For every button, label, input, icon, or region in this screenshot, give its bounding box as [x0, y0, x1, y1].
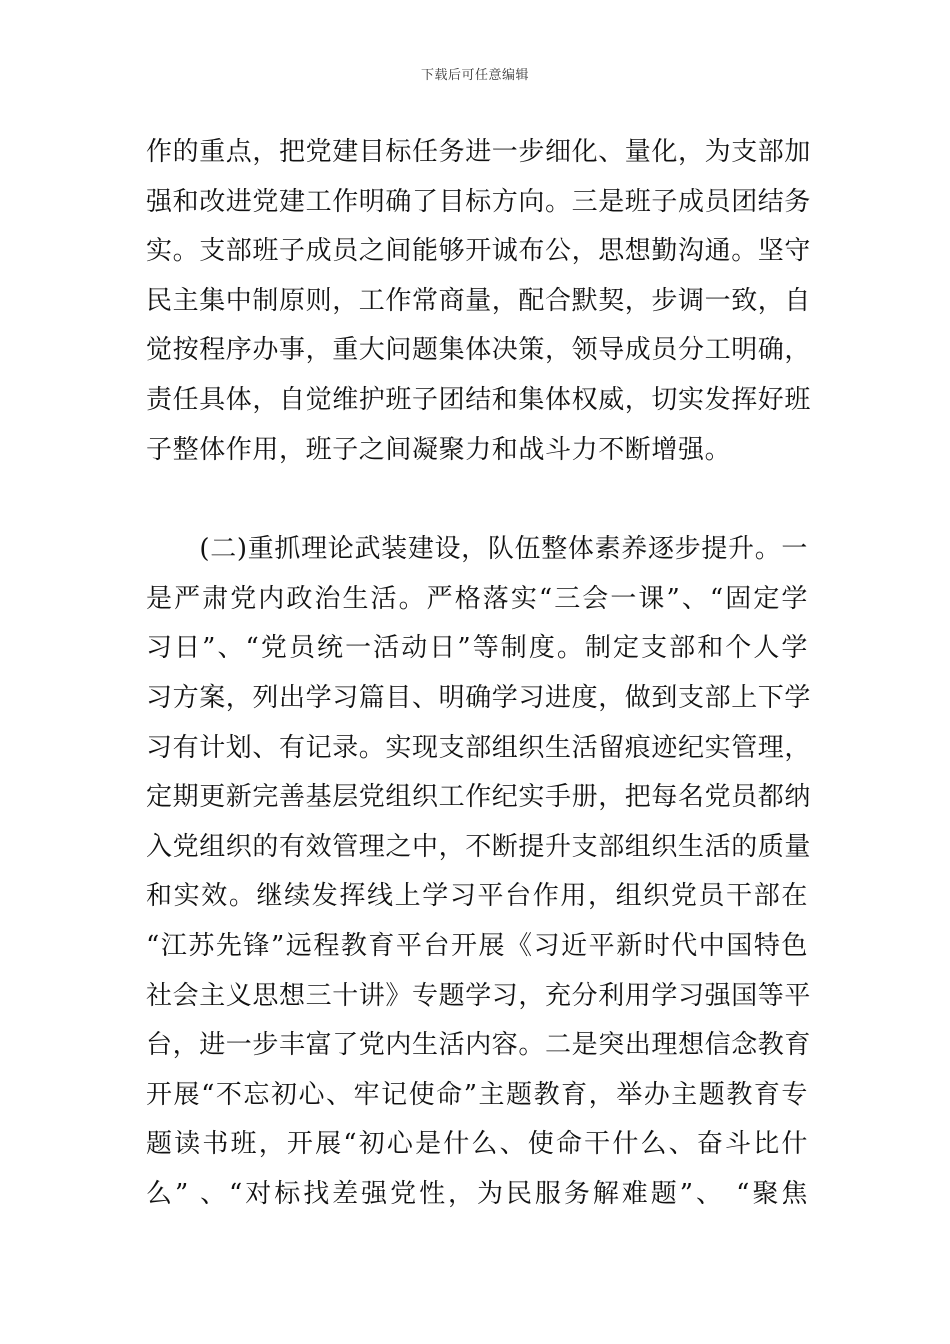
text-line: 是严肃党内政治生活。严格落实“三会一课”、“固定学 — [146, 583, 808, 614]
text-line: 定期更新完善基层党组织工作纪实手册，把每名党员都纳 — [146, 782, 812, 813]
text-line: 强和改进党建工作明确了目标方向。三是班子成员团结务 — [146, 186, 812, 217]
text-line: 习有计划、有记录。实现支部组织生活留痕迹纪实管理， — [146, 732, 812, 763]
paragraph-2 — [146, 525, 812, 1219]
text-line: 习方案，列出学习篇目、明确学习进度，做到支部上下学 — [146, 682, 812, 713]
paragraph-spacer — [146, 475, 808, 525]
text-line: “江苏先锋”远程教育平台开展《习近平新时代中国特色 — [146, 930, 808, 961]
paragraph-1 — [146, 128, 812, 475]
text-line: 么” 、“对标找差强党性，为民服务解难题”、 “聚焦 — [146, 1178, 808, 1209]
text-line: 觉按程序办事，重大问题集体决策，领导成员分工明确， — [146, 335, 812, 366]
document-body — [146, 128, 812, 1219]
text-line: 台，进一步丰富了党内生活内容。二是突出理想信念教育 — [146, 1030, 812, 1061]
text-line: 习日”、“党员统一活动日”等制度。制定支部和个人学 — [146, 633, 808, 664]
text-line: 作的重点，把党建目标任务进一步细化、量化，为支部加 — [146, 137, 812, 167]
text-line: 民主集中制原则，工作常商量，配合默契，步调一致，自 — [146, 285, 812, 316]
text-line: (二)重抓理论武装建设，队伍整体素养逐步提升。一 — [146, 534, 808, 565]
text-line: 责任具体，自觉维护班子团结和集体权威，切实发挥好班 — [146, 384, 812, 415]
text-line: 和实效。继续发挥线上学习平台作用，组织党员干部在 — [146, 881, 808, 912]
text-line: 题读书班，开展“初心是什么、使命干什么、奋斗比什 — [146, 1129, 808, 1160]
page-header-note: 下载后可任意编辑 — [420, 68, 529, 83]
text-line: 入党组织的有效管理之中，不断提升支部组织生活的质量 — [146, 831, 812, 862]
text-line: 子整体作用，班子之间凝聚力和战斗力不断增强。 — [146, 434, 732, 465]
text-line: 实。支部班子成员之间能够开诚布公，思想勤沟通。坚守 — [146, 236, 812, 267]
text-line: 社会主义思想三十讲》专题学习，充分利用学习强国等平 — [146, 980, 812, 1011]
text-line: 开展“不忘初心、牢记使命”主题教育，举办主题教育专 — [146, 1079, 808, 1110]
